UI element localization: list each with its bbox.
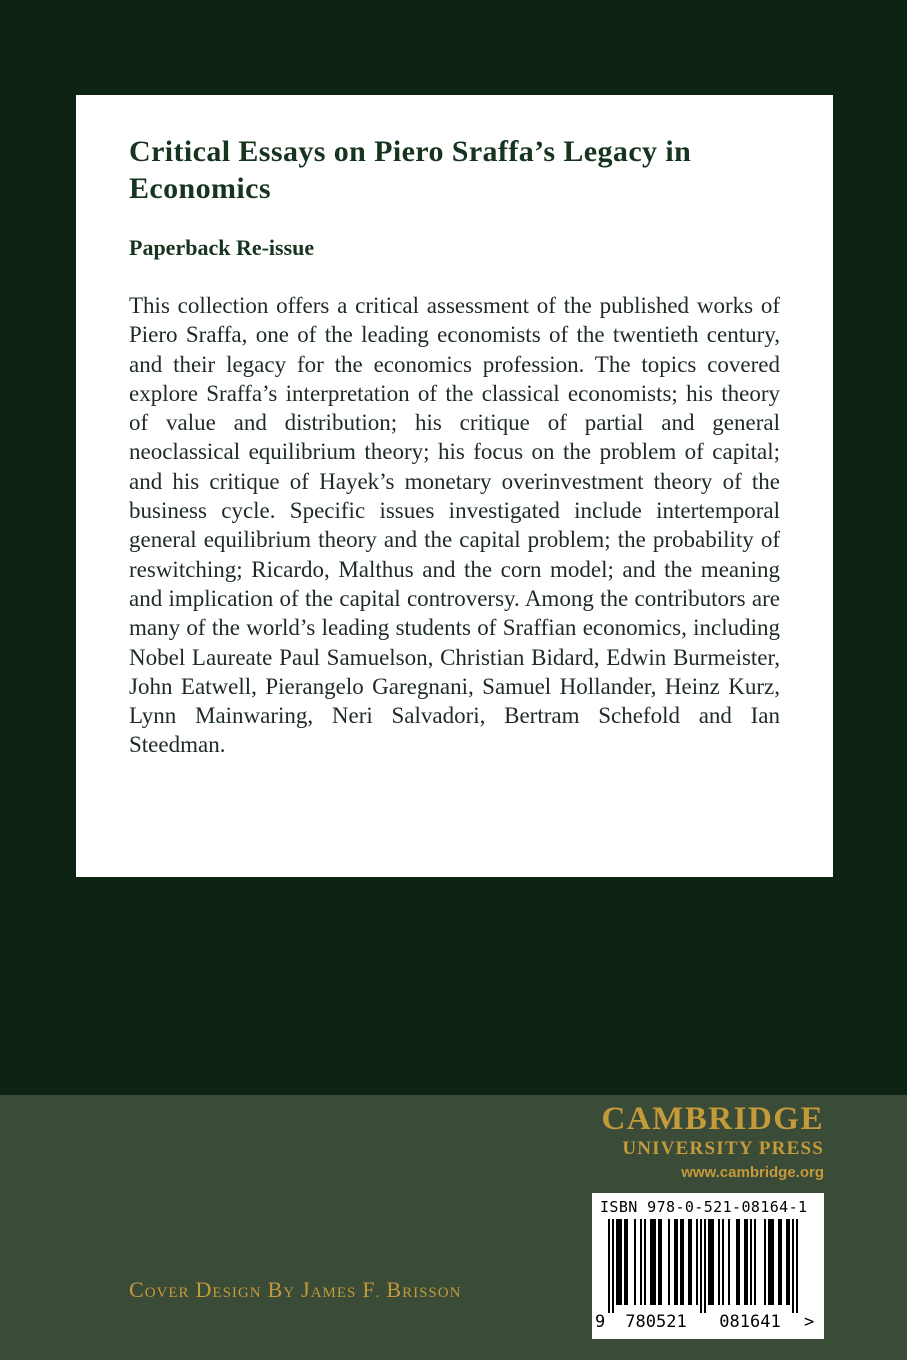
barcode-bar — [786, 1219, 788, 1305]
barcode-bar — [704, 1219, 706, 1313]
barcode-bar — [746, 1219, 748, 1305]
book-title: Critical Essays on Piero Sraffa’s Legacy in Economics — [129, 135, 692, 205]
barcode-bar — [626, 1219, 628, 1305]
barcode-left-digits: 780521 — [625, 1312, 687, 1332]
barcode-bar — [764, 1219, 766, 1305]
barcode-bar — [796, 1219, 798, 1313]
barcode-bar — [654, 1219, 656, 1305]
barcode-bar — [712, 1219, 714, 1305]
barcode-bar — [718, 1219, 720, 1305]
barcode-bar — [744, 1219, 746, 1305]
publisher-logo — [601, 1100, 824, 1183]
barcode-bar — [634, 1219, 636, 1305]
edition-label: Paperback Re-issue — [129, 235, 315, 260]
isbn-label: ISBN 978-0-521-08164-1 — [600, 1198, 808, 1216]
barcode-bar — [676, 1219, 678, 1305]
barcode-bar — [674, 1219, 676, 1305]
barcode-bar — [620, 1219, 622, 1305]
barcode-bar — [722, 1219, 724, 1305]
barcode-bar — [696, 1219, 698, 1305]
barcode-bar — [688, 1219, 690, 1305]
barcode-bar — [788, 1219, 790, 1305]
publisher-url: www.cambridge.org — [681, 1164, 824, 1181]
barcode-bar — [792, 1219, 794, 1313]
barcode-bar — [708, 1219, 710, 1305]
barcode-first-digit: 9 — [595, 1312, 606, 1332]
barcode-bar — [660, 1219, 662, 1305]
barcode-bar — [682, 1219, 684, 1305]
barcode-bar — [778, 1219, 780, 1305]
barcode-bar — [624, 1219, 626, 1305]
barcode-bar — [780, 1219, 782, 1305]
barcode-bar — [618, 1219, 620, 1305]
barcode-bar — [738, 1219, 740, 1305]
publisher-name: CAMBRIDGE — [601, 1101, 824, 1137]
barcode-bar — [612, 1219, 614, 1313]
book-description: This collection offers a critical assessment of the published works of Piero Sraffa, one of the leading economists of the twentieth century, and their legacy for the economics profession. The topics covered explore Sraffa’s interpretation of the classical economists; his theory of value and distribution; his critique of partial and general neoclassical equilibrium theory; his focus on the problem of capital; and his critique of Hayek’s monetary overinvestment theory of the business cycle. Specific issues investigated include intertemporal general equilibrium theory and the capital problem; the probability of reswitching; Ricardo, Malthus and the corn model; and the meaning and implication of the capital controversy. Among the contributors are many of the world’s leading students of Sraffian economics, including Nobel Laureate Paul Samuelson, Christian Bidard, Edwin Burmeister, John Eatwell, Pierangelo Garegnani, Samuel Hollander, Heinz Kurz, Lynn Mainwaring, Neri Salvadori, Bertram Schefold and Ian Steedman. — [129, 293, 780, 758]
barcode-bar — [616, 1219, 618, 1305]
publisher-subname: UNIVERSITY PRESS — [622, 1138, 824, 1159]
barcode-bar — [736, 1219, 738, 1305]
barcode — [592, 1217, 824, 1337]
barcode-bar — [770, 1219, 772, 1305]
barcode-bar — [750, 1219, 752, 1305]
description-panel — [76, 95, 833, 877]
barcode-bar — [658, 1219, 660, 1305]
barcode-bar — [710, 1219, 712, 1305]
barcode-bar — [754, 1219, 756, 1305]
barcode-bar — [772, 1219, 774, 1305]
barcode-bar — [644, 1219, 646, 1305]
barcode-bar — [768, 1219, 770, 1305]
barcode-bar — [728, 1219, 730, 1305]
barcode-bar — [650, 1219, 652, 1305]
barcode-bar — [700, 1219, 702, 1313]
barcode-bar — [680, 1219, 682, 1305]
cover-credit: COVER DESIGN BY JAMES F. BRISSON — [129, 1277, 462, 1302]
barcode-addon: > — [804, 1312, 815, 1332]
barcode-right-digits: 081641 — [719, 1312, 781, 1332]
barcode-bar — [668, 1219, 670, 1305]
barcode-bar — [608, 1219, 610, 1313]
barcode-bar — [690, 1219, 692, 1305]
isbn-barcode-box — [592, 1193, 824, 1339]
barcode-bar — [652, 1219, 654, 1305]
barcode-bar — [640, 1219, 642, 1305]
